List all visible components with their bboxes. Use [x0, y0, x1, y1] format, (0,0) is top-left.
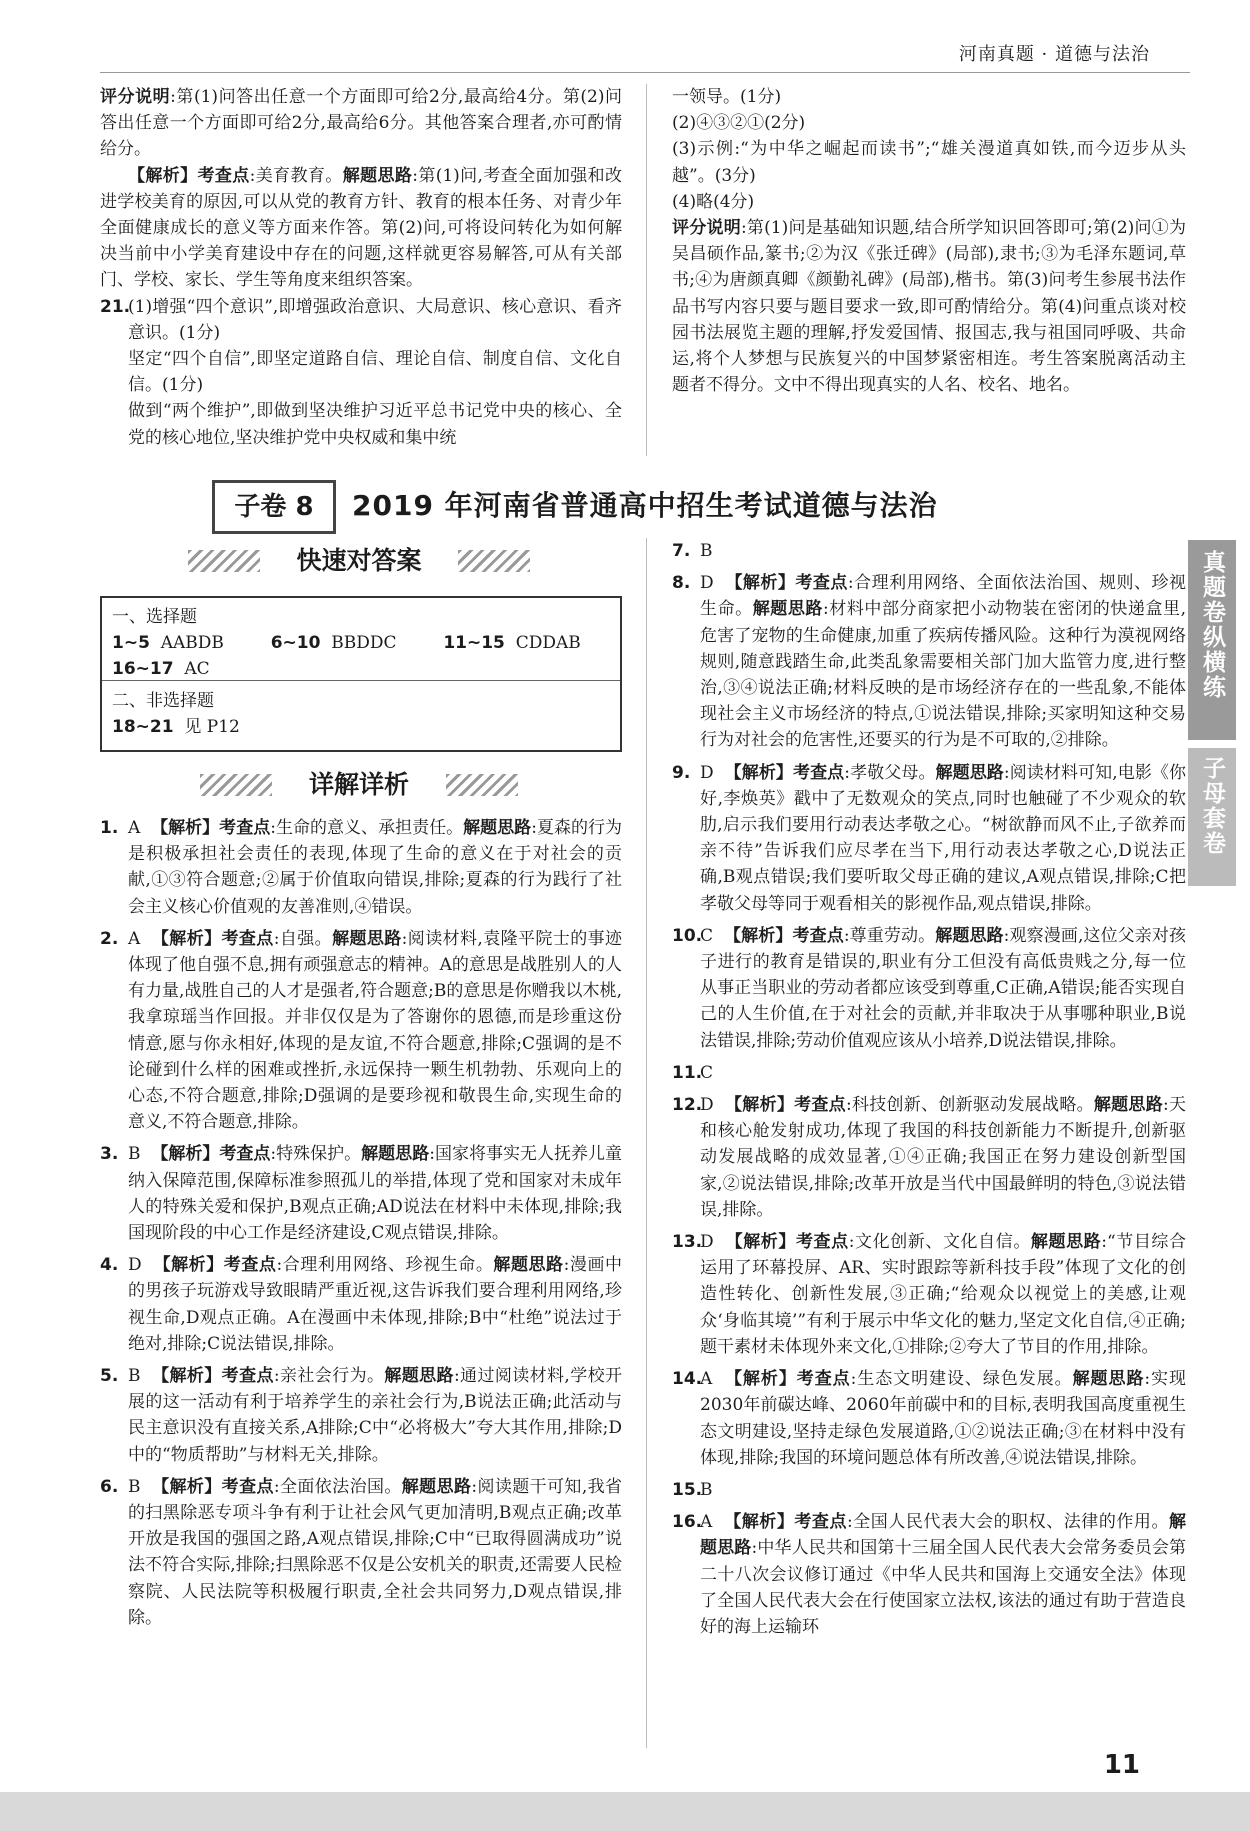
analysis-label: 【解析】考查点: [128, 165, 250, 186]
column-divider-bottom: [646, 538, 647, 1748]
explanation-text: :实现2030年前碳达峰、2060年前碳中和的目标,表明我国高度重视生态文明建设,坚持走绿色发展道路,①②说法正确;③在材料中没有体现,排除;我国的环境问题总体有所改善,④说法错误,排除。: [700, 1369, 1187, 1468]
answer-row-3: [112, 714, 240, 740]
thinking-label: 解题思路: [401, 1476, 472, 1497]
answer-choice: B: [700, 1479, 713, 1500]
page-number: 11: [1103, 1750, 1140, 1780]
analysis-label: 【解析】考查点: [724, 1512, 847, 1533]
explanation-item: [672, 1229, 1186, 1360]
banner-stripes-right: [446, 774, 518, 796]
analysis-thinking-label: 解题思路: [342, 165, 413, 186]
analysis-label: 【解析】考查点: [725, 573, 848, 594]
knowledge-point: :尊重劳动。: [843, 925, 936, 946]
scoring-note-22: [672, 215, 1186, 398]
answer-21-part2: 坚定“四个自信”,即坚定道路自信、理论自信、制度自信、文化自信。(1分): [128, 349, 622, 396]
answer-choice: D: [700, 573, 714, 594]
explanation-item: [672, 1509, 1186, 1640]
answer-line: (3)示例:“为中华之崛起而读书”;“雄关漫道真如铁,而今迈步从头越”。(3分): [672, 139, 1186, 186]
analysis-point: :美育教育。: [249, 165, 343, 186]
thinking-label: 解题思路: [384, 1366, 454, 1387]
detail-banner: [100, 764, 618, 806]
question-number: 5.: [100, 1366, 119, 1387]
answer-choice: D: [700, 762, 714, 783]
explanation-text: :阅读材料可知,电影《你好,李焕英》戳中了无数观众的笑点,同时也触碰了不少观众的软肋,启示我们要用行动表达孝敬之心。“树欲静而风不止,子欲养而亲不待”告诉我们应尽孝在当下,用行动表达孝敬之心,D说法正确,B观点错误;我们要听取父母正确的建议,A观点错误,排除;C把孝敬父母等同于观看相关的影视作品,观点错误,排除。: [700, 762, 1187, 914]
scoring-note-label: 评分说明: [672, 218, 741, 239]
answer-range: 16~17: [112, 659, 174, 679]
question-number: 3.: [100, 1144, 119, 1165]
sub-paper-badge: 子卷 8: [212, 480, 336, 534]
analysis-label: 【解析】考查点: [725, 1095, 846, 1116]
answer-choice: A: [700, 1369, 713, 1390]
thinking-label: 解题思路: [463, 818, 532, 838]
knowledge-point: :亲社会行为。: [273, 1366, 385, 1387]
quick-answer-box: [100, 596, 622, 752]
answer-range: 1~5: [112, 633, 150, 653]
explanation-item: [672, 570, 1186, 753]
quick-answer-banner: [100, 540, 618, 582]
explanation-item: [672, 1477, 1186, 1503]
section-choice-heading: 一、选择题: [112, 607, 197, 627]
analysis-label: 【解析】考查点: [152, 1366, 274, 1387]
analysis-label: 【解析】考查点: [724, 762, 845, 783]
answer-choice: D: [700, 1232, 714, 1253]
explanation-text: :漫画中的男孩子玩游戏导致眼睛严重近视,这告诉我们要合理利用网络,珍视生命,D观点正确。A在漫画中未体现,排除;B中“杜绝”说法过于绝对,排除;C说法错误,排除。: [128, 1255, 623, 1354]
analysis-label: 【解析】考查点: [151, 1144, 271, 1165]
explanation-text: :国家将事实无人抚养儿童纳入保障范围,保障标准参照孤儿的举措,体现了党和国家对未成年人的特殊关爱和保护,B观点正确;AD说法在材料中未体现,排除;我国现阶段的中心工作是经济建设,C观点错误,排除。: [128, 1144, 623, 1244]
explanation-text: :中华人民共和国第十三届全国人民代表大会常务委员会第二十八次会议修订通过《中华人民共和国海上交通安全法》体现了全国人民代表大会在行使国家立法权,该法的通过有助于营造良好的海上运输环: [700, 1538, 1187, 1637]
analysis-label: 【解析】考查点: [151, 818, 271, 838]
explanation-text: :夏森的行为是积极承担社会责任的表现,体现了生命的意义在于对社会的贡献,①③符合题意;②属于价值取向错误,排除;夏森的行为践行了社会主义核心价值观的友善准则,④错误。: [128, 818, 623, 917]
answer-line: 一领导。(1分): [672, 87, 782, 107]
analysis-label: 【解析】考查点: [725, 1232, 849, 1253]
detail-title: 详解详析: [308, 770, 409, 799]
thinking-label: 解题思路: [1072, 1369, 1145, 1390]
answer-row-2: [112, 656, 210, 682]
analysis-label: 【解析】考查点: [724, 1369, 851, 1390]
answer-letters: AABDB: [160, 633, 224, 653]
side-tab-kind: [1188, 748, 1236, 886]
knowledge-point: :全面依法治国。: [273, 1476, 402, 1497]
explanation-text: :通过阅读材料,学校开展的这一活动有利于培养学生的亲社会行为,B说法正确;此活动与民主意识没有直接关系,A排除;C中“必将极大”夸大其作用,排除;D中的“物质帮助”与材料无关,排除。: [128, 1366, 623, 1465]
header-rule: [100, 72, 1190, 73]
answer-line: (4)略(4分): [672, 191, 755, 212]
knowledge-point: :文化创新、文化自信。: [848, 1232, 1031, 1253]
answer-21-part3: 做到“两个维护”,即做到坚决维护习近平总书记党中央的核心、全党的核心地位,坚决维护党中央权威和集中统: [128, 401, 622, 448]
analysis-label: 【解析】考查点: [151, 928, 274, 949]
thinking-label: 解题思路: [1093, 1095, 1163, 1116]
knowledge-point: :全国人民代表大会的职权、法律的作用。: [846, 1512, 1170, 1533]
explanation-item: [672, 1366, 1186, 1471]
explanation-item: [672, 760, 1186, 917]
answer-choice: B: [128, 1144, 141, 1165]
answer-choice: C: [700, 1062, 714, 1083]
exam-title-bar: [212, 480, 1072, 532]
explanation-text: :阅读题干可知,我省的扫黑除恶专项斗争有利于让社会风气更加清明,B观点正确;改革开放是我国的强国之路,A观点错误,排除;C中“已取得圆满成功”说法不符合实际,排除;扫黑除恶不仅是公安机关的职责,还需要人民检察院、人民法院等积极履行职责,全社会共同努力,D观点错误,排除。: [128, 1476, 623, 1628]
question-number: 15.: [672, 1479, 703, 1500]
knowledge-point: :生态文明建设、绿色发展。: [850, 1369, 1073, 1390]
explanation-item: [100, 1363, 622, 1468]
question-number: 21.: [100, 296, 131, 317]
question-number: 2.: [100, 928, 119, 949]
explanation-item: [672, 538, 1186, 564]
answer-row-1: [112, 630, 581, 656]
banner-stripes-left: [188, 550, 260, 572]
answer-letters: CDDAB: [515, 633, 581, 653]
knowledge-point: :自强。: [273, 928, 333, 949]
thinking-label: 解题思路: [935, 762, 1004, 783]
question-number: 7.: [672, 541, 691, 561]
explanation-item: [100, 1141, 622, 1246]
banner-stripes-right: [458, 550, 530, 572]
answer-letters: AC: [184, 659, 210, 679]
answer-text: (1)增强“四个意识”,即增强政治意识、大局意识、核心意识、看齐意识。(1分): [128, 296, 622, 343]
explanation-item: [672, 923, 1186, 1054]
question-number: 10.: [672, 925, 703, 946]
answer-box-divider: [102, 680, 620, 681]
answer-choice: B: [700, 541, 713, 561]
side-tab-series: [1188, 540, 1236, 740]
question-number: 1.: [100, 818, 119, 838]
knowledge-point: :特殊保护。: [270, 1144, 362, 1165]
answer-choice: A: [128, 818, 141, 838]
thinking-label: 解题思路: [752, 599, 823, 620]
question-number: 9.: [672, 762, 691, 783]
answer-range: 18~21: [112, 717, 174, 737]
explanation-item: [672, 1092, 1186, 1223]
answer-choice: D: [128, 1255, 142, 1276]
running-header: 河南真题 · 道德与法治: [958, 44, 1150, 65]
question-number: 6.: [100, 1476, 119, 1497]
explanation-item: [100, 1474, 622, 1631]
explanation-item: [100, 815, 622, 920]
analysis-label: 【解析】考查点: [152, 1476, 274, 1497]
thinking-label: 解题思路: [332, 928, 402, 949]
left-explanations: [100, 815, 622, 1637]
explanation-text: :阅读材料,袁隆平院士的事迹体现了他自强不息,拥有顽强意志的精神。A的意思是战胜别人的人有力量,战胜自己的人才是强者,符合题意;B的意思是你赠我以木桃,我拿琼瑶当作回报。并非仅仅是为了答谢你的恩德,而是珍重这份情意,愿与你永相好,体现的是友谊,不符合题意,排除;C强调的是不论碰到什么样的困难或挫折,永远保持一颗生机勃勃、乐观向上的心态,不符合题意,排除;D强调的是要珍视和敬畏生命,实现生命的意义,不符合题意,排除。: [128, 928, 623, 1133]
knowledge-point: :生命的意义、承担责任。: [270, 818, 464, 838]
question-number: 8.: [672, 573, 691, 594]
explanation-item: [100, 926, 622, 1136]
thinking-label: 解题思路: [935, 925, 1004, 946]
side-tab-series-text: 真题卷纵横练: [1199, 550, 1225, 700]
knowledge-point: :合理利用网络、珍视生命。: [276, 1255, 494, 1276]
question-number: 16.: [672, 1512, 703, 1533]
knowledge-point: :科技创新、创新驱动发展战略。: [845, 1095, 1094, 1116]
question-number: 4.: [100, 1255, 119, 1276]
answer-letters: 见 P12: [184, 717, 240, 737]
scoring-note-text: :第(1)问是基础知识题,结合所学知识回答即可;第(2)问①为吴昌硕作品,篆书;②为汉《张迁碑》(局部),隶书;③为毛泽东题词,草书;④为唐颜真卿《颜勤礼碑》(局部),楷书。第(3)问考生参展书法作品书写内容只要与题目要求一致,即可酌情给分。第(4)问重点谈对校园书法展览主题的理解,抒发爱国情、报国志,我与祖国同呼吸、共命运,将个人梦想与民族复兴的中国梦紧密相连。考生答案脱离活动主题者不得分。文中不得出现真实的人名、校名、地名。: [672, 218, 1186, 396]
quick-answer-title: 快速对答案: [296, 546, 422, 575]
thinking-label: 解题思路: [700, 1512, 1187, 1559]
analysis-thinking-text: :第(1)问,考查全面加强和改进学校美育的原因,可以从党的教育方针、教育的根本任务、对青少年全面健康成长的意义等方面来作答。第(2)问,可将设问转化为如何解决当前中小学美育建设中存在的问题,这样就更容易解答,可从有关部门、学校、家长、学生等角度来组织答案。: [100, 165, 623, 291]
explanation-text: :“节目综合运用了环幕投屏、AR、实时跟踪等新科技手段”体现了文化的创造性转化、创新性发展,③正确;“给观众以视觉上的美感,让观众‘身临其境’”有利于展示中华文化的魅力,坚定文化自信,④正确;题干素材未体现外来文化,①排除;②夸大了节目的作用,排除。: [700, 1232, 1187, 1357]
explanation-text: :材料中部分商家把小动物装在密闭的快递盒里,危害了宠物的生命健康,加重了疾病传播风险。这种行为漠视网络规则,随意践踏生命,此类乱象需要相关部门加大监管力度,进行整治,③④说法正确;材料反映的是市场经济存在的一些乱象,不能体现社会主义市场经济的特点,①说法错误,排除;买家明知这种交易行为对社会的危害性,还要买的行为是不可取的,②排除。: [700, 599, 1186, 751]
answer-choice: A: [128, 928, 141, 949]
answer-range: 11~15: [443, 633, 505, 653]
answer-line: (2)④③②①(2分): [672, 113, 806, 134]
explanation-text: :观察漫画,这位父亲对孩子进行的教育是错误的,职业有分工但没有高低贵贱之分,每一位从事正当职业的劳动者都应该受到尊重,C正确,A错误;能否实现自己的人生价值,在于对社会的贡献,并非取决于从事哪种职业,B说法错误,排除;劳动价值观应该从小培养,D说法错误,排除。: [700, 925, 1187, 1051]
explanation-item: [100, 1252, 622, 1357]
answer-choice: B: [128, 1476, 141, 1497]
top-right-column: [672, 84, 1186, 398]
scoring-note-label: 评分说明: [100, 87, 171, 107]
answer-range: 6~10: [270, 633, 321, 653]
answer-choice: C: [700, 925, 714, 946]
question-number: 11.: [672, 1062, 703, 1083]
answer-choice: A: [700, 1512, 713, 1533]
banner-stripes-left: [200, 774, 272, 796]
question-number: 13.: [672, 1232, 703, 1253]
answer-letters: BBDDC: [331, 633, 397, 653]
bottom-band: [0, 1792, 1250, 1831]
right-explanations: [672, 538, 1186, 1646]
column-divider-top: [646, 84, 647, 456]
knowledge-point: :合理利用网络、全面依法治国、规则、珍视生命。: [700, 573, 1186, 620]
thinking-label: 解题思路: [1030, 1232, 1102, 1253]
question-number: 14.: [672, 1369, 703, 1390]
analysis-label: 【解析】考查点: [153, 1255, 277, 1276]
answer-21: [100, 294, 622, 346]
scoring-note-text: :第(1)问答出任意一个方面即可给2分,最高给4分。第(2)问答出任意一个方面即可给2分,最高给6分。其他答案合理者,亦可酌情给分。: [100, 87, 623, 160]
answer-choice: D: [700, 1095, 714, 1116]
answer-choice: B: [128, 1366, 141, 1387]
analysis-label: 【解析】考查点: [724, 925, 844, 946]
analysis-20: [100, 163, 622, 294]
exam-title: 2019 年河南省普通高中招生考试道德与法治: [352, 489, 938, 522]
knowledge-point: :孝敬父母。: [844, 762, 936, 783]
thinking-label: 解题思路: [493, 1255, 564, 1276]
section-nonchoice-heading: 二、非选择题: [112, 691, 214, 711]
scoring-note-20: [100, 84, 622, 163]
thinking-label: 解题思路: [361, 1144, 430, 1165]
explanation-text: :天和核心舱发射成功,体现了我国的科技创新能力不断提升,创新驱动发展战略的成效显著,①④正确;我国正在努力建设创新型国家,②说法错误,排除;改革开放是当代中国最鲜明的特色,③说法错误,排除。: [700, 1095, 1187, 1220]
question-number: 12.: [672, 1095, 703, 1116]
top-left-column: [100, 84, 622, 451]
explanation-item: [672, 1060, 1186, 1086]
side-tab-kind-text: 子母套卷: [1199, 756, 1225, 856]
